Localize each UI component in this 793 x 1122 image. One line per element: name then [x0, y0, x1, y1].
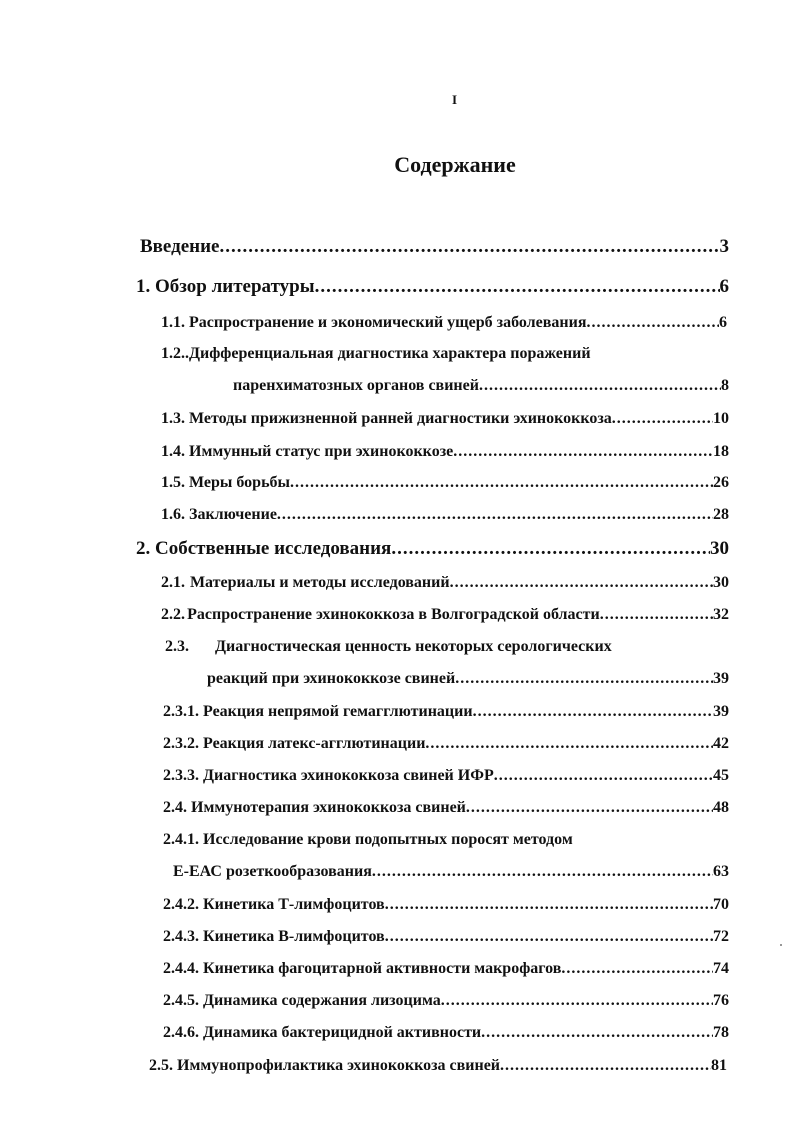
toc-entry-text: Заключение [189, 506, 277, 523]
toc-entry-number: 2.3.1. [163, 703, 199, 720]
toc-entry-text: Кинетика Т-лимфоцитов [203, 896, 385, 913]
toc-entry [163, 928, 729, 946]
toc-entry [163, 896, 729, 914]
toc-entry [149, 1057, 727, 1075]
toc-entry-text: Материалы и методы исследований [189, 574, 450, 591]
toc-entry-page: 39 [713, 703, 729, 720]
toc-entry [140, 236, 729, 258]
dot-leader [466, 799, 713, 817]
toc-entry-number: 2.4.3. [163, 928, 199, 945]
toc-entry-page: 78 [713, 1024, 729, 1041]
toc-entry [161, 506, 729, 524]
toc-entry-first-line [165, 638, 612, 656]
dot-leader [479, 377, 721, 395]
toc-entry [163, 735, 729, 753]
dot-leader [561, 960, 713, 978]
toc-entry [161, 474, 729, 492]
dot-leader [372, 863, 713, 881]
toc-entry [161, 443, 729, 461]
dot-leader [277, 506, 713, 524]
toc-entry-text: Иммунопрофилактика эхинококкоза свиней [177, 1057, 501, 1074]
toc-entry [207, 670, 729, 688]
toc-entry-page: 42 [713, 735, 729, 752]
toc-entry [136, 276, 729, 298]
toc-entry [233, 377, 729, 395]
toc-entry-number: 2.4. [163, 799, 187, 816]
toc-entry-page: 72 [713, 928, 729, 945]
dot-leader [385, 896, 713, 914]
toc-entry-number: 2.3.3. [163, 767, 199, 784]
dot-leader [473, 703, 713, 721]
toc-entry-text: Распространение эхинококкоза в Волгоградской области [187, 606, 600, 623]
dot-leader [453, 443, 713, 461]
toc-entry-page: 63 [713, 863, 729, 880]
toc-entry-page: 81 [711, 1057, 727, 1074]
toc-entry-text: Иммунный статус при эхинококкозе [189, 443, 454, 460]
toc-entry-text: Динамика содержания лизоцима [203, 992, 441, 1009]
toc-entry-page: 74 [713, 960, 729, 977]
toc-entry-continuation: реакций при эхинококкозе свиней [207, 670, 456, 687]
toc-entry-page: 39 [713, 670, 729, 687]
toc-entry-continuation: Е-ЕАС розеткообразования [173, 863, 372, 880]
toc-entry-number: 1.4. [161, 443, 185, 460]
toc-entry [163, 767, 729, 785]
toc-entry-text: Исследование крови подопытных поросят методом [203, 831, 573, 848]
dot-leader [450, 574, 713, 592]
toc-entry-number: 2.3. [165, 638, 189, 655]
toc-entry-page: 28 [713, 506, 729, 523]
toc-entry-number: 2. [136, 538, 151, 559]
toc-entry-text: Распространение и экономический ущерб заболевания [189, 314, 587, 331]
toc-entry-page: 6 [719, 314, 727, 331]
dot-leader [315, 276, 720, 298]
toc-entry [173, 863, 729, 881]
toc-entry-number: 1.3. [161, 410, 185, 427]
dot-leader [455, 670, 713, 688]
toc-entry-text: Кинетика В-лимфоцитов [203, 928, 385, 945]
page-title: Содержание [394, 152, 516, 177]
dot-leader [494, 767, 713, 785]
toc-entry-number: 1.5. [161, 474, 185, 491]
toc-entry-number: 1.1. [161, 314, 185, 331]
toc-entry-text: Реакция латекс-агглютинации [203, 735, 426, 752]
toc-entry-number: 2.5. [149, 1057, 173, 1074]
toc-entry-page: 26 [713, 474, 729, 491]
toc-entry-page: 3 [719, 236, 729, 257]
toc-entry-text: Собственные исследования [155, 538, 392, 559]
toc-entry-number: 2.4.4. [163, 960, 199, 977]
dot-leader [600, 606, 713, 624]
dot-leader [391, 538, 710, 560]
toc-entry-page: 6 [719, 276, 729, 297]
toc-entry-text: Введение [140, 236, 220, 257]
toc-entry-number: 1.6. [161, 506, 185, 523]
toc-entry-number: 1. [136, 276, 151, 297]
toc-entry-first-line [163, 831, 573, 849]
dot-leader [385, 928, 713, 946]
toc-entry [163, 799, 729, 817]
toc-entry-text: Динамика бактерицидной активности [203, 1024, 482, 1041]
dot-leader [425, 735, 713, 753]
toc-entry-page: 70 [713, 896, 729, 913]
toc-entry [163, 703, 729, 721]
toc-entry-text: Дифференциальная диагностика характера поражений [189, 345, 591, 362]
page-number: I [452, 92, 458, 107]
toc-entry-text: Кинетика фагоцитарной активности макрофагов [203, 960, 562, 977]
toc-entry-page: 48 [713, 799, 729, 816]
dot-leader [441, 992, 713, 1010]
toc-entry-number: 1.2.. [161, 345, 189, 362]
toc-entry [136, 538, 729, 560]
toc-entry [163, 960, 729, 978]
toc-entry [161, 606, 729, 624]
toc-entry-continuation: паренхиматозных органов свиней [233, 377, 479, 394]
toc-entry-text: Реакция непрямой гемагглютинации [203, 703, 473, 720]
toc-entry-number: 2.1. [161, 574, 185, 591]
toc-entry-text: Диагностика эхинококкоза свиней ИФР [203, 767, 494, 784]
toc-entry-number: 2.4.2. [163, 896, 199, 913]
toc-entry [163, 1024, 729, 1042]
dot-leader [586, 314, 719, 332]
dot-leader [612, 410, 713, 428]
toc-entry-text: Диагностическая ценность некоторых серологических [215, 638, 612, 655]
scan-speck [780, 944, 782, 946]
toc-entry-number: 2.4.6. [163, 1024, 199, 1041]
toc-entry-page: 18 [713, 443, 729, 460]
toc-entry-page: 8 [721, 377, 729, 394]
toc-entry-page: 32 [713, 606, 729, 623]
toc-entry-number: 2.4.5. [163, 992, 199, 1009]
toc-entry [161, 574, 729, 592]
toc-entry-first-line [161, 345, 591, 363]
toc-entry-text: Методы прижизненной ранней диагностики эхинококкоза [189, 410, 612, 427]
dot-leader [290, 474, 713, 492]
toc-entry-page: 45 [713, 767, 729, 784]
toc-entry-number: 2.2. [161, 606, 185, 623]
toc-entry-page: 30 [713, 574, 729, 591]
toc-entry-number: 2.4.1. [163, 831, 199, 848]
toc-entry-text: Меры борьбы [189, 474, 291, 491]
toc-entry-number: 2.3.2. [163, 735, 199, 752]
toc-entry-page: 76 [713, 992, 729, 1009]
toc-entry-text: Иммунотерапия эхинококкоза свиней [191, 799, 466, 816]
dot-leader [481, 1024, 713, 1042]
toc-entry-page: 30 [710, 538, 729, 559]
toc-entry-page: 10 [713, 410, 729, 427]
dot-leader [500, 1057, 711, 1075]
dot-leader [220, 236, 720, 258]
toc-entry [161, 410, 729, 428]
toc-entry-text: Обзор литературы [155, 276, 315, 297]
toc-entry [161, 314, 727, 332]
toc-entry [163, 992, 729, 1010]
